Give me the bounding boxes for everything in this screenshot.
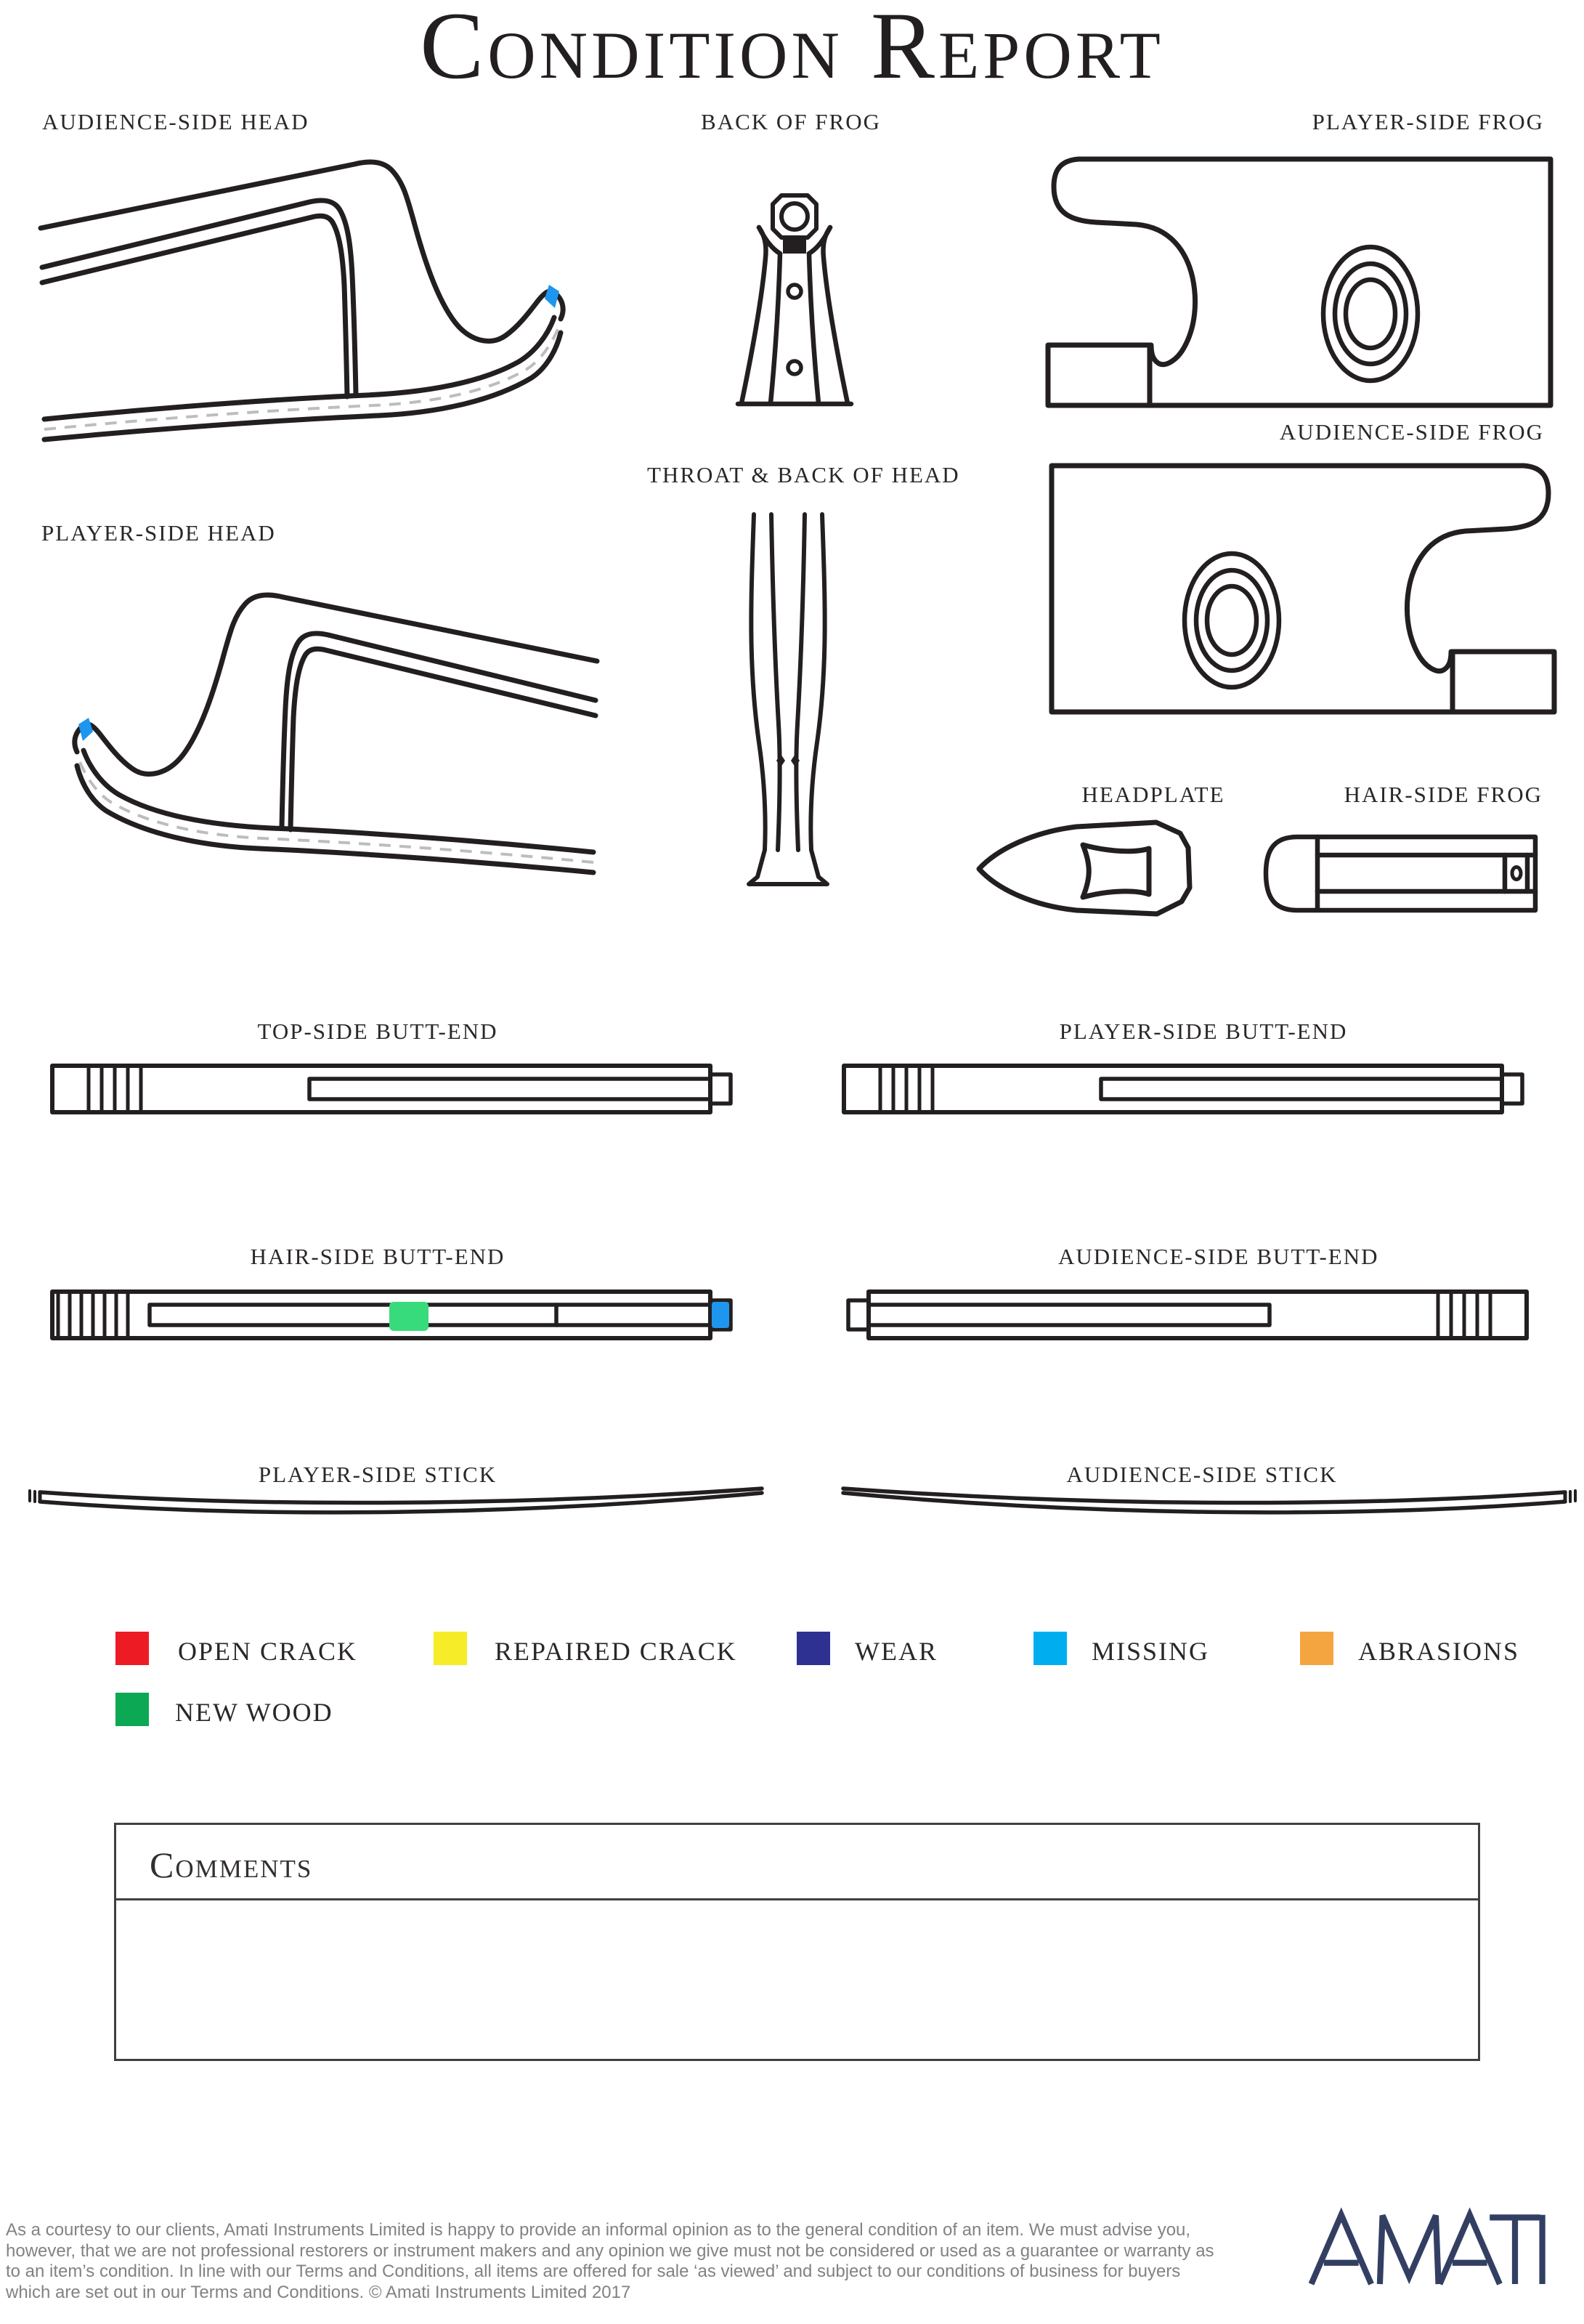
hair-side-frog-diagram xyxy=(1258,833,1541,915)
legend-label: MISSING xyxy=(1092,1637,1210,1666)
label-back-of-frog: BACK OF FROG xyxy=(701,109,881,134)
missing-end-mark xyxy=(712,1302,729,1328)
disclaimer-text: As a courtesy to our clients, Amati Instruments Limited is happy to provide an informal opinion as to the general condition of an item. We must advise you, however, that we are not professional restorers or instrument makers and any opinion we give must not be considered or used as a guarantee or warranty as to an item’s condition. In line with our Terms and Conditions, all items are offered for sale ‘as viewed’ and subject to our conditions of business for buyers which are set out in our Terms and Conditions. © Amati Instruments Limited 2017 xyxy=(6,2220,1214,2302)
player-side-stick-diagram xyxy=(24,1485,768,1520)
comments-title: Comments xyxy=(150,1845,313,1885)
label-audience-side-head: AUDIENCE-SIDE HEAD xyxy=(42,109,309,134)
label-headplate: HEADPLATE xyxy=(1081,782,1225,807)
label-player-side-stick: PLAYER-SIDE STICK xyxy=(258,1462,497,1487)
label-player-side-butt-end: PLAYER-SIDE BUTT-END xyxy=(1059,1019,1348,1044)
legend-label: REPAIRED CRACK xyxy=(495,1637,737,1666)
audience-side-frog-diagram xyxy=(1044,459,1560,715)
label-audience-side-butt-end: AUDIENCE-SIDE BUTT-END xyxy=(1058,1244,1379,1269)
label-hair-side-butt-end: HAIR-SIDE BUTT-END xyxy=(250,1244,505,1269)
amati-logo-strokes xyxy=(1312,2215,1543,2284)
hair-side-butt-end-diagram xyxy=(48,1284,739,1345)
legend-label: ABRASIONS xyxy=(1358,1637,1520,1666)
label-hair-side-frog: HAIR-SIDE FROG xyxy=(1344,782,1543,807)
label-audience-side-stick: AUDIENCE-SIDE STICK xyxy=(1066,1462,1338,1487)
comments-input-area[interactable] xyxy=(116,1900,1478,2059)
player-side-frog-diagram xyxy=(1042,153,1558,408)
comments-header xyxy=(116,1825,1478,1900)
audience-side-stick-diagram xyxy=(837,1485,1581,1520)
audience-side-head-diagram xyxy=(22,142,603,469)
label-throat-back-of-head: THROAT & BACK OF HEAD xyxy=(647,462,960,487)
missing-tip-mark xyxy=(545,285,559,308)
missing-swatch xyxy=(1033,1632,1067,1665)
legend-label: NEW WOOD xyxy=(175,1698,333,1727)
comments-box xyxy=(114,1823,1480,2061)
label-audience-side-frog: AUDIENCE-SIDE FROG xyxy=(1279,419,1544,445)
wear-swatch xyxy=(797,1632,830,1665)
open-crack-swatch xyxy=(115,1632,149,1665)
back-of-frog-diagram xyxy=(726,191,915,409)
page-title: Condition Report xyxy=(420,0,1164,99)
new-wood-swatch xyxy=(115,1693,149,1726)
top-side-butt-end-diagram xyxy=(48,1058,739,1120)
repaired-crack-swatch xyxy=(434,1632,467,1665)
headplate-diagram xyxy=(973,815,1209,923)
new-wood-patch-mark xyxy=(389,1302,429,1331)
player-side-head-diagram xyxy=(35,575,616,902)
amati-logo xyxy=(1307,2210,1547,2287)
audience-side-butt-end-diagram xyxy=(840,1284,1531,1345)
player-side-butt-end-diagram xyxy=(840,1058,1531,1120)
label-player-side-head: PLAYER-SIDE HEAD xyxy=(41,520,276,546)
legend-label: WEAR xyxy=(855,1637,938,1666)
label-player-side-frog: PLAYER-SIDE FROG xyxy=(1312,109,1544,134)
throat-back-of-head-diagram xyxy=(730,510,846,895)
legend-label: OPEN CRACK xyxy=(178,1637,358,1666)
label-top-side-butt-end: TOP-SIDE BUTT-END xyxy=(257,1019,498,1044)
abrasions-swatch xyxy=(1300,1632,1333,1665)
